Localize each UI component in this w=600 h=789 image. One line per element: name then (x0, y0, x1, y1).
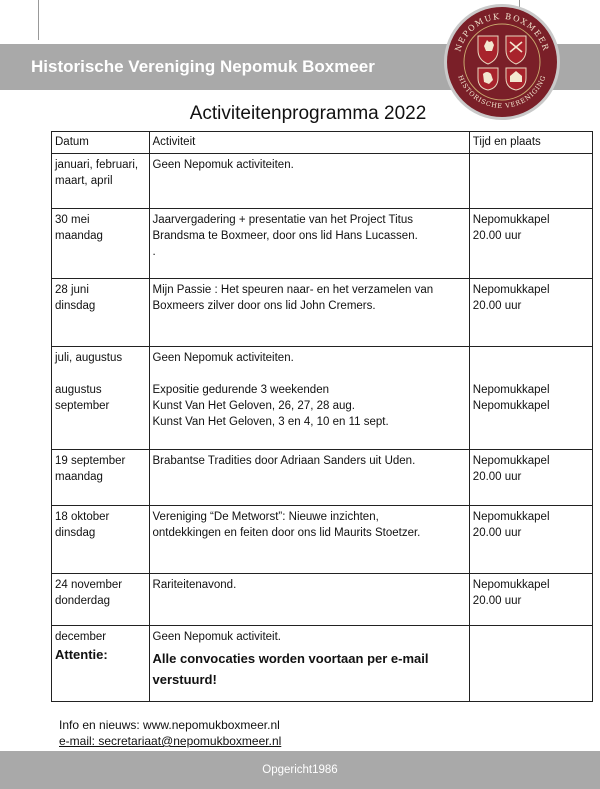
table-row (52, 279, 593, 347)
contact-info (59, 717, 281, 749)
table-row (52, 154, 593, 209)
seal-text-top: NEPOMUK BOXMEER (453, 11, 551, 53)
cell-activity: Jaarvergadering + presentatie van het Project Titus Brandsma te Boxmeer, door ons lid Hans Lucassen. . (149, 209, 469, 279)
cell-date: 24 november donderdag (52, 574, 150, 626)
table-row (52, 574, 593, 626)
document-title: Activiteitenprogramma 2022 (189, 103, 427, 124)
cell-activity: Brabantse Tradities door Adriaan Sanders uit Uden. (149, 450, 469, 506)
attention-label: Attentie: (55, 647, 108, 662)
cell-activity: Geen Nepomuk activiteiten. (149, 154, 469, 209)
website-line: Info en nieuws: www.nepomukboxmeer.nl (59, 718, 280, 732)
header-tijd-plaats: Tijd en plaats (469, 132, 592, 154)
table-row (52, 506, 593, 574)
cell-date: 28 juni dinsdag (52, 279, 150, 347)
cell-place (469, 154, 592, 209)
cell-date: 30 mei maandag (52, 209, 150, 279)
footer-founded-text: Opgericht1986 (262, 764, 338, 776)
table-row-december (52, 626, 593, 702)
cell-activity: Vereniging “De Metworst”: Nieuwe inzichten, ontdekkingen en feiten door ons lid Maurits Stoetzer. (149, 506, 469, 574)
cell-place: Nepomukkapel 20.00 uur (469, 574, 592, 626)
cell-activity: Mijn Passie : Het speuren naar- en het verzamelen van Boxmeers zilver door ons lid John Cremers. (149, 279, 469, 347)
email-link[interactable]: e-mail: secretariaat@nepomukboxmeer.nl (59, 734, 282, 748)
cell-activity-text: Geen Nepomuk activiteit. (152, 631, 281, 643)
cell-place (469, 626, 592, 702)
page-edge-line-left (38, 0, 39, 40)
cell-place: Nepomukkapel 20.00 uur (469, 506, 592, 574)
header-activiteit: Activiteit (149, 132, 469, 154)
table-header-row (52, 132, 593, 154)
cell-date: 18 oktober dinsdag (52, 506, 150, 574)
cell-date: 19 september maandag (52, 450, 150, 506)
cell-date-text: december (55, 631, 107, 643)
cell-date: januari, februari, maart, april (52, 154, 150, 209)
activity-program-table (51, 131, 593, 702)
cell-place: Nepomukkapel Nepomukkapel (469, 347, 592, 450)
cell-activity (149, 626, 469, 702)
cell-place: Nepomukkapel 20.00 uur (469, 209, 592, 279)
footer-banner (0, 751, 600, 789)
cell-place: Nepomukkapel 20.00 uur (469, 450, 592, 506)
cell-activity: Rariteitenavond. (149, 574, 469, 626)
cell-date (52, 626, 150, 702)
cell-date: juli, augustus augustus september (52, 347, 150, 450)
attention-text: Alle convocaties worden voortaan per e-mail verstuurd! (152, 651, 429, 687)
seal-text-bottom: HISTORISCHE VERENIGING (456, 73, 548, 111)
cell-place: Nepomukkapel 20.00 uur (469, 279, 592, 347)
banner-title: Historische Vereniging Nepomuk Boxmeer (31, 57, 375, 76)
table-row (52, 347, 593, 450)
table-row (52, 450, 593, 506)
cell-activity: Geen Nepomuk activiteiten. Expositie gedurende 3 weekenden Kunst Van Het Geloven, 26, 27, 28 aug. Kunst Van Het Geloven, 3 en 4, 10 en 11 sept. (149, 347, 469, 450)
header-datum: Datum (52, 132, 150, 154)
table-row (52, 209, 593, 279)
